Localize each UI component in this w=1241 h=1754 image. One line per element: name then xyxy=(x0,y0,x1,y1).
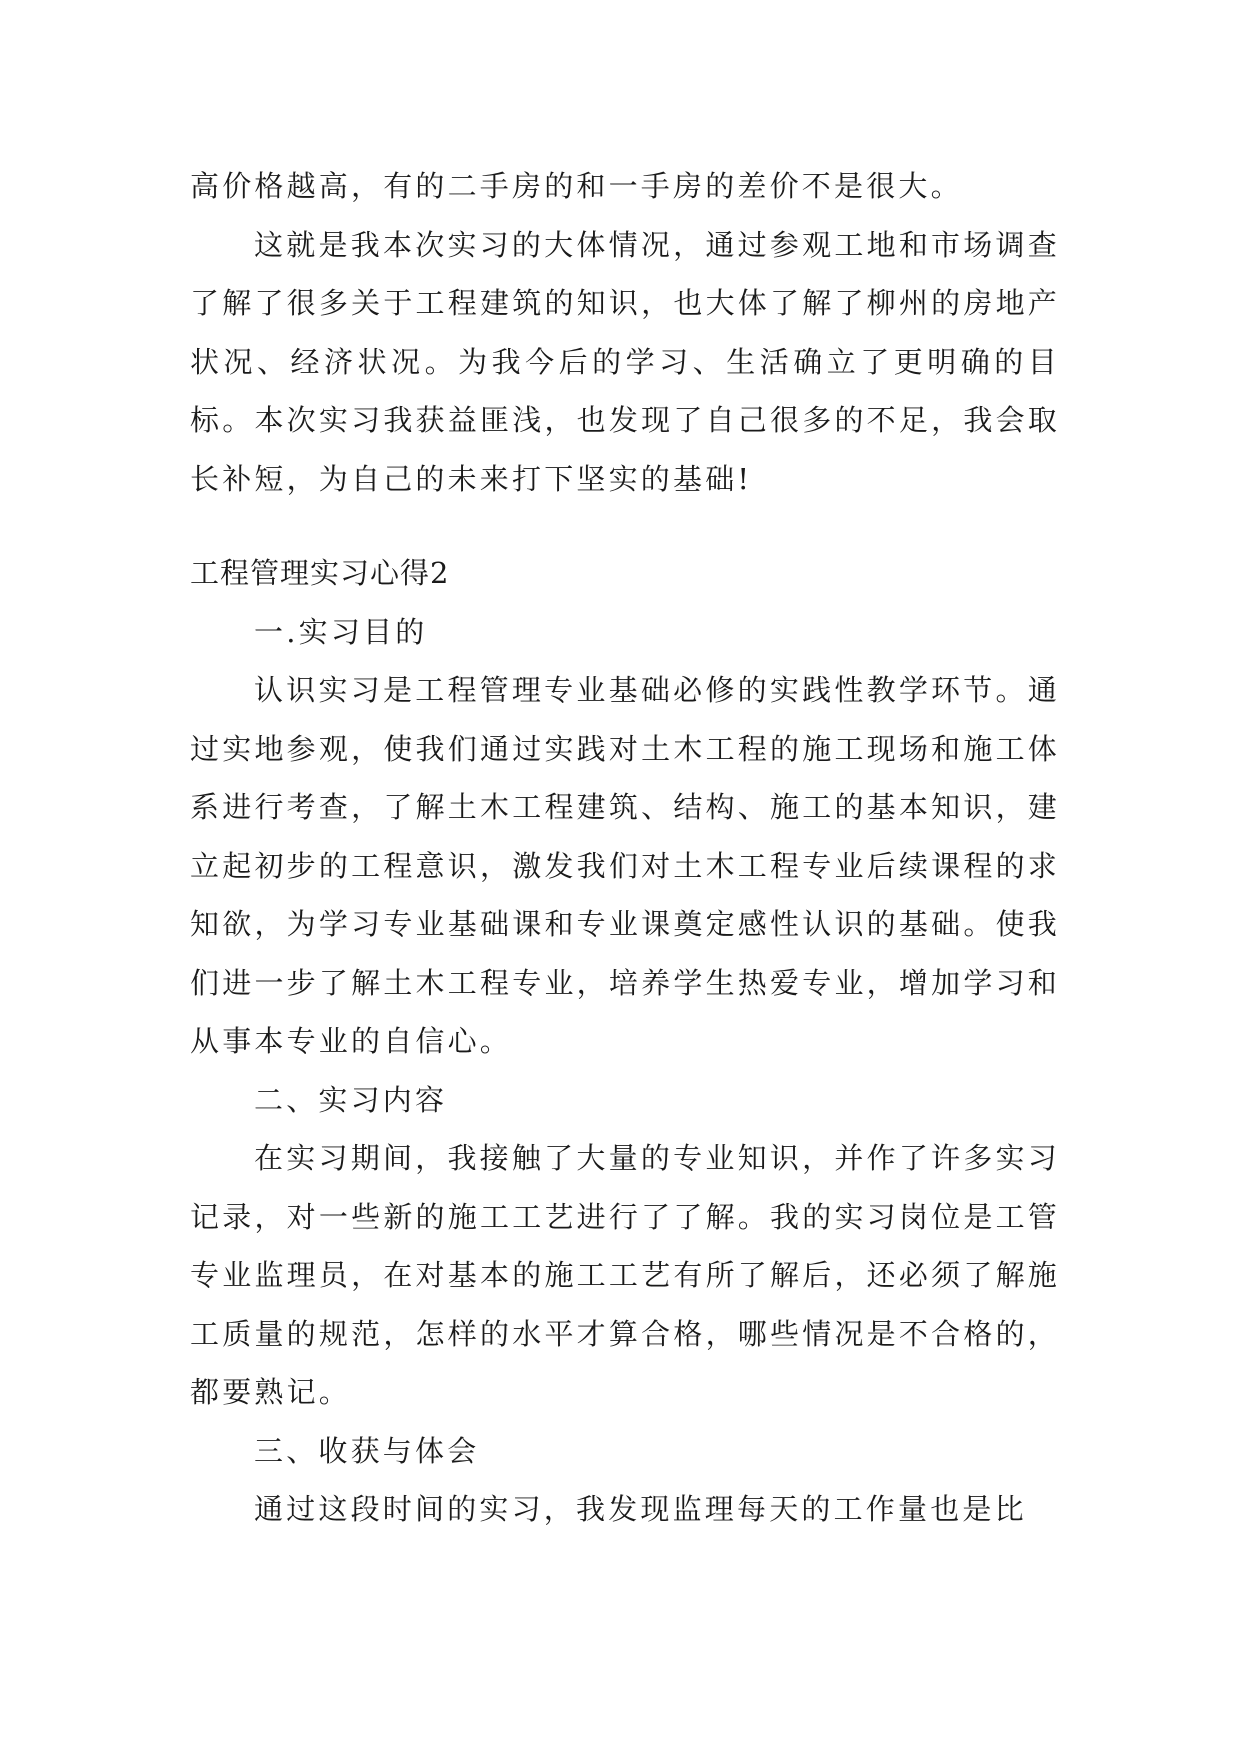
heading-purpose: 一.实习目的 xyxy=(254,614,428,649)
paragraph-content: 在实习期间，我接触了大量的专业知识，并作了许多实习记录，对一些新的施工工艺进行了了解。我的实习岗位是工管专业监理员，在对基本的施工工艺有所了解后，还必须了解施工质量的规范，怎样的水平才算合格，哪些情况是不合格的，都要熟记。 xyxy=(190,1141,1060,1409)
section-title: 工程管理实习心得2 xyxy=(190,556,450,590)
paragraph-gains: 通过这段时间的实习，我发现监理每天的工作量也是比 xyxy=(254,1492,1027,1526)
paragraph-purpose: 认识实习是工程管理专业基础必修的实践性教学环节。通过实地参观，使我们通过实践对土木工程的施工现场和施工体系进行考查，了解土木工程建筑、结构、施工的基本知识，建立起初步的工程意识，激发我们对土木工程专业后续课程的求知欲，为学习专业基础课和专业课奠定感性认识的基础。使我们进一步了解土木工程专业，培养学生热爱专业，增加学习和从事本专业的自信心。 xyxy=(190,673,1060,1058)
document-body xyxy=(190,157,1060,1539)
paragraph-continued: 高价格越高，有的二手房的和一手房的差价不是很大。 xyxy=(190,169,963,203)
heading-content: 二、实习内容 xyxy=(254,1082,448,1117)
paragraph-summary: 这就是我本次实习的大体情况，通过参观工地和市场调查了解了很多关于工程建筑的知识，也大体了解了柳州的房地产状况、经济状况。为我今后的学习、生活确立了更明确的目标。本次实习我获益匪浅，也发现了自己很多的不足，我会取长补短，为自己的未来打下坚实的基础! xyxy=(190,227,1060,496)
heading-gains: 三、收获与体会 xyxy=(254,1433,480,1468)
